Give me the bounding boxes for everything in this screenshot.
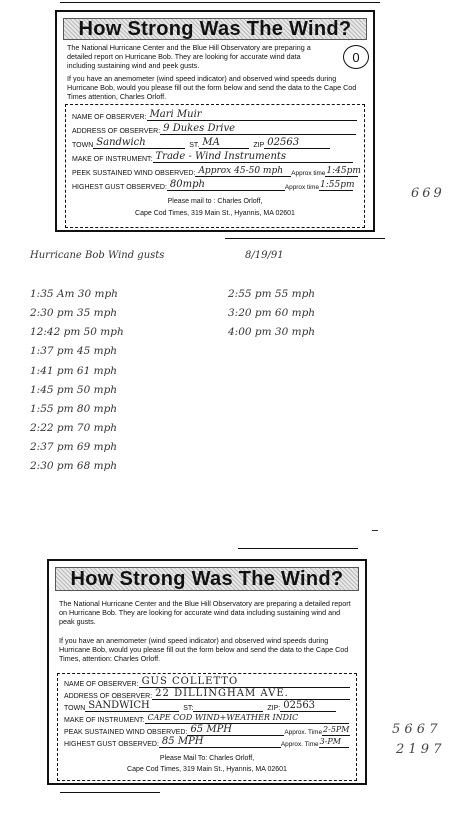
st-label: ST. [189,142,200,149]
instrument-row [64,712,350,724]
gust-time-value: 3-PM [319,737,341,746]
sustained-time-field[interactable] [325,166,361,177]
gust-time-label: Approx time [284,184,320,191]
log-entry: 1:37 pm 45 mph [30,345,118,357]
name-row [64,676,350,688]
form-1-intro-1: The National Hurricane Center and the Blue Hill Observatory are preparing a detailed report on Hurricane Bob. They are looking for accurate wind data including sustaining wind and peek gusts. [67,43,311,70]
name-field[interactable] [139,677,350,688]
name-field[interactable] [147,110,357,121]
log-entry: 1:45 pm 50 mph [30,384,118,396]
gust-field[interactable] [159,737,281,748]
log-entry: 2:55 pm 55 mph [228,288,316,300]
name-value: Mari Muir [149,109,202,120]
sustained-row [64,724,350,736]
gust-value: 80mph [169,179,205,190]
zip-label: ZIP: [267,705,281,712]
town-label: TOWN [72,142,94,149]
name-value: GUS COLLETTO [141,676,239,687]
st-field[interactable] [199,138,249,149]
st-label: ST: [183,705,194,712]
form-2-mail-1: Please Mail To: Charles Orloff, [159,755,255,762]
sustained-field[interactable] [187,725,284,736]
circled-number: 0 [343,45,369,69]
gust-value: 85 MPH [161,736,204,747]
form-2-intro-2: If you have an anemometer (wind speed indicator) and observed wind speeds during Hurricane Bob, would you please fill out the form below and send the data to the Cape Cod Times, attention: Charles Orloff. [59,636,349,663]
gust-time-field[interactable] [319,737,349,748]
sustained-time-label: Approx time [291,170,326,177]
instrument-row [72,151,358,163]
form-2-title: How Strong Was The Wind? [55,567,359,591]
instrument-value: CAPE COD WIND+WEATHER INDIC [147,713,299,722]
log-entry: 4:00 pm 30 mph [228,326,316,338]
form-1-intro-2: If you have an anemometer (wind speed indicator) and observed wind speeds during Hurricane Bob, would you please fill out the form below and send the data to the Cape Cod Times attention, Charles Orloff. [67,74,357,101]
address-row [64,688,350,700]
form-2-mail-2: Cape Cod Times, 319 Main St., Hyannis, MA 02601 [127,766,287,773]
zip-field[interactable] [264,138,330,149]
st-field[interactable] [193,701,263,712]
address-field[interactable] [160,124,356,135]
sustained-time-label: Approx. Time [284,729,323,736]
sustained-time-field[interactable] [322,725,350,736]
gust-row [72,179,358,191]
form-1-under-rule [225,238,385,239]
town-value: Sandwich [96,137,146,148]
sustained-time-value: 2-5PM [323,725,350,734]
sustained-value: 65 MPH [190,724,233,735]
side-note-2197: 2 1 9 7 [396,742,442,757]
town-field[interactable] [93,138,185,149]
town-value: SANDWICH [88,700,150,711]
zip-value: 02563 [283,700,316,711]
name-label: NAME OF OBSERVER: [64,681,139,688]
address-row [72,123,358,135]
log-entry: 3:20 pm 60 mph [228,307,316,319]
log-entry: 2:30 pm 35 mph [30,307,118,319]
address-field[interactable] [152,689,350,700]
instrument-value: Trade - Wind Instruments [155,151,287,162]
form-1 [55,10,375,232]
sustained-label: PEAK SUSTAINED WIND OBSERVED: [64,729,188,736]
name-row [72,109,358,121]
town-field[interactable] [85,701,179,712]
address-label: ADDRESS OF OBSERVER: [72,128,161,135]
form-2-top-rule [238,548,358,549]
name-label: NAME OF OBSERVER: [72,114,147,121]
log-entry: 1:35 Am 30 mph [30,288,118,300]
address-value: 9 Dukes Drive [163,123,236,134]
top-rule [60,2,380,3]
log-entry: 1:41 pm 61 mph [30,365,118,377]
gust-row [64,736,350,748]
scan-mark [372,530,378,531]
log-entry: 12:42 pm 50 mph [30,326,124,338]
form-2-under-rule [60,792,160,793]
log-date: 8/19/91 [245,250,284,261]
form-1-mail-2: Cape Cod Times, 319 Main St., Hyannis, MA 02601 [135,210,295,217]
address-label: ADDRESS OF OBSERVER: [64,693,153,700]
log-title: Hurricane Bob Wind gusts [30,250,165,261]
sustained-row [72,165,361,177]
instrument-field[interactable] [145,713,349,724]
form-2-fields [57,673,357,781]
sustained-label: PEEK SUSTAINED WIND OBSERVED: [72,170,196,177]
sustained-time-value: 1:45pm [326,166,361,176]
instrument-field[interactable] [153,152,353,163]
town-row [72,137,358,149]
sustained-field[interactable] [195,166,291,177]
gust-label: HIGHEST GUST OBSERVED: [64,741,159,748]
form-1-fields [65,104,365,228]
town-label: TOWN [64,705,86,712]
gust-time-label: Approx. Time [280,741,319,748]
instrument-label: MAKE OF INSTRUMENT: [72,156,153,163]
zip-field[interactable] [280,701,336,712]
form-2-intro-1: The National Hurricane Center and the Blue Hill Observatory are preparing a detailed report on Hurricane Bob. They are looking for accurate wind data including sustaining wind and peak gusts. [59,599,351,626]
log-entry: 2:37 pm 69 mph [30,441,118,453]
form-1-title: How Strong Was The Wind? [63,18,367,40]
side-note-669: 669 [411,186,445,201]
address-value: 22 DILLINGHAM AVE. [155,688,289,699]
zip-value: 02563 [267,137,300,148]
gust-time-field[interactable] [319,180,353,191]
zip-label: ZIP [253,142,265,149]
gust-label: HIGHEST GUST OBSERVED: [72,184,167,191]
gust-field[interactable] [167,180,285,191]
instrument-label: MAKE OF INSTRUMENT: [64,717,145,724]
log-entry: 2:22 pm 70 mph [30,422,118,434]
side-note-5667: 5 6 6 7 [392,722,438,737]
log-entry: 2:30 pm 68 mph [30,460,118,472]
gust-time-value: 1:55pm [320,180,355,190]
st-value: MA [202,137,220,148]
form-1-mail-1: Please mail to : Charles Orloff, [167,198,263,205]
form-2 [47,559,367,785]
log-entry: 1:55 pm 80 mph [30,403,118,415]
sustained-value: Approx 45-50 mph [198,166,284,176]
town-row [64,700,350,712]
